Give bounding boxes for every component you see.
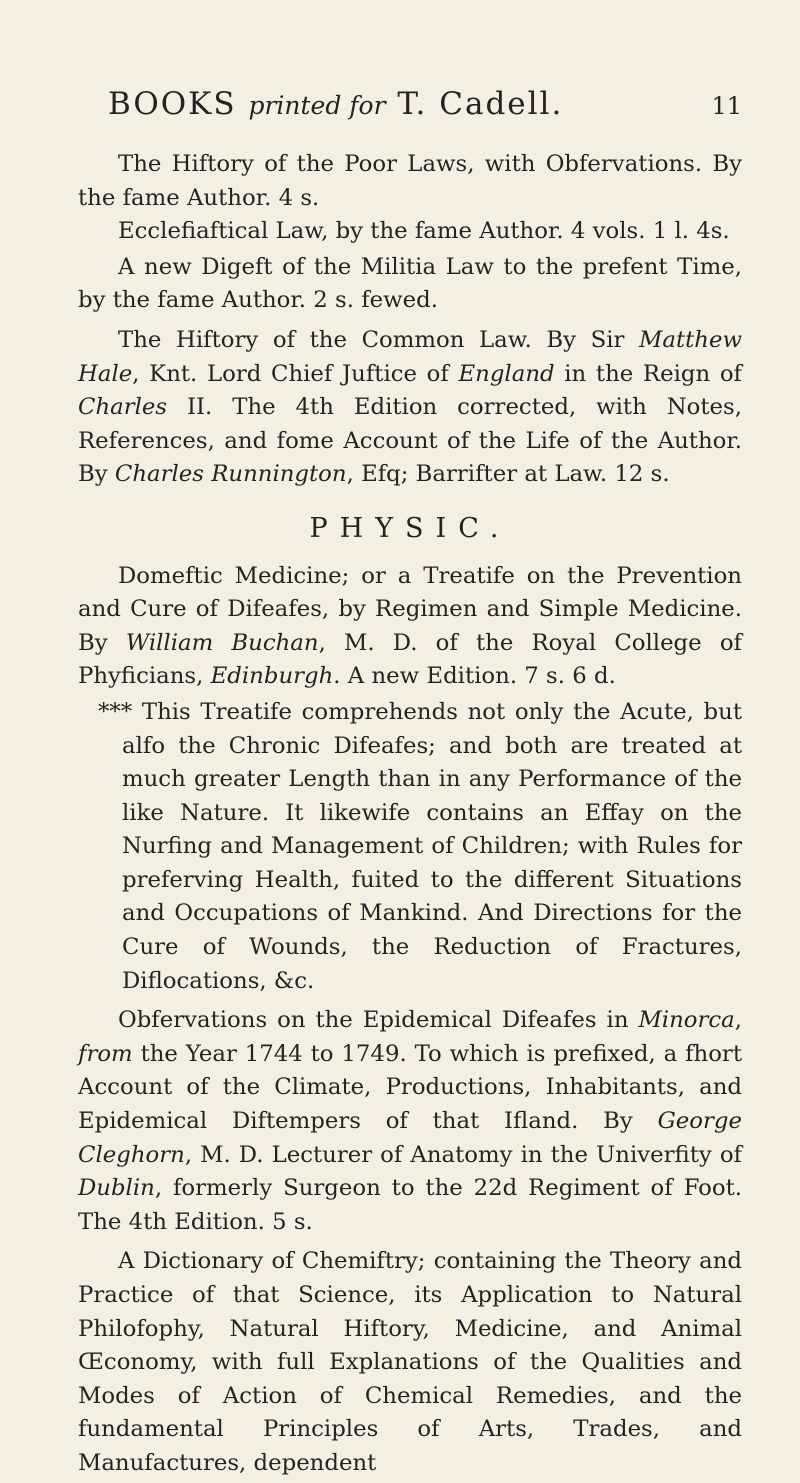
page-content bbox=[78, 148, 742, 1483]
book-entry-chemistry-dictionary: A Dictionary of Chemiftry; containing the Theory and Practice of that Science, its Application to Natural Philofophy, Natural Hiftory, Medicine, and Animal Œconomy, with full Explanations of the Qualities and Modes of Action of Chemical Remedies, and the fundamental Principles of Arts, Trades, and Manufactures, dependent bbox=[78, 1248, 742, 1476]
page-number: 11 bbox=[711, 92, 742, 120]
author-name: William Buchan bbox=[125, 629, 319, 656]
book-entry-ecclesiastical-law: Ecclefiaftical Law, by the fame Author. 4 vols. 1 l. 4s. bbox=[118, 218, 730, 245]
editor-name: Charles Runnington bbox=[114, 461, 347, 488]
book-entry-militia-digest: A new Digeft of the Militia Law to the prefent Time, by the fame Author. 2 s. fewed. bbox=[78, 253, 742, 314]
header-title: BOOKS printed for T. Cadell. bbox=[108, 86, 564, 122]
section-heading-physic: PHYSIC. bbox=[309, 512, 511, 544]
author-name: George Cleghorn bbox=[78, 1108, 742, 1168]
book-entry-common-law: The Hiftory of the Common Law. By Sir Matthew Hale, Knt. Lord Chief Juftice of England in the Reign of Charles II. The 4th Edition corrected, with Notes, References, and fome Account of the Life of the Author. By Charles Runnington, Efq; Barrifter at Law. 12 s. bbox=[78, 326, 742, 488]
book-entry-minorca: Obfervations on the Epidemical Difeafes in Minorca, from the Year 1744 to 1749. To which is prefixed, a fhort Account of the Climate, Productions, Inhabitants, and Epidemical Diftempers of that Ifland. By George Cleghorn, M. D. Lecturer of Anatomy in the Univerfity of Dublin, formerly Surgeon to the 22d Regiment of Foot. The 4th Edition. 5 s. bbox=[78, 1007, 742, 1235]
author-name: Matthew Hale bbox=[78, 326, 742, 387]
running-header bbox=[108, 86, 742, 122]
book-note-domestic-medicine: *** This Treatife comprehends not only the Acute, but alfo the Chronic Difeafes; and both are treated at much greater Length than in any Performance of the like Nature. It likewife contains an Effay on the Nurfing and Management of Children; with Rules for preferving Health, fuited to the different Situations and Occupations of Mankind. And Directions for the Cure of Wounds, the Reduction of Fractures, Diflocations, &c. bbox=[98, 698, 742, 994]
book-entry-poor-laws: The Hiftory of the Poor Laws, with Obfervations. By the fame Author. 4 s. bbox=[78, 151, 742, 211]
book-entry-domestic-medicine: Domeftic Medicine; or a Treatife on the Prevention and Cure of Difeafes, by Regimen and Simple Medicine. By William Buchan, M. D. of the Royal College of Phyficians, Edinburgh. A new Edition. 7 s. 6 d. bbox=[78, 562, 742, 690]
